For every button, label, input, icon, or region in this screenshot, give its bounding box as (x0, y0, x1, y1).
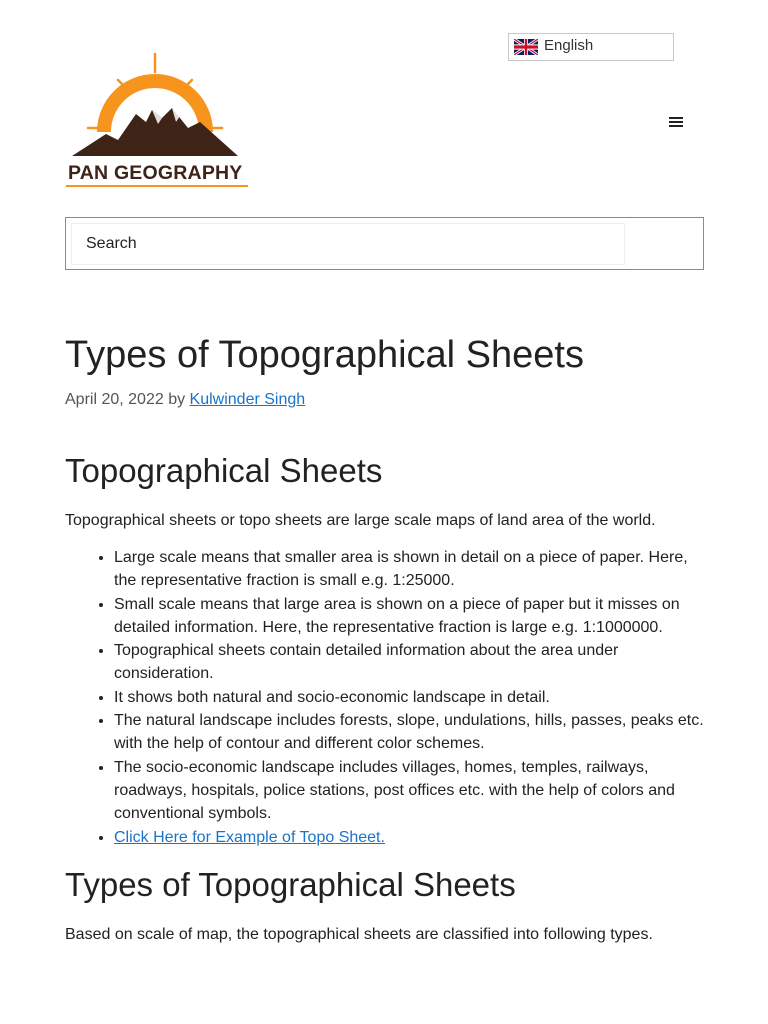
list-item: • Small scale means that large area is shown on a piece of paper but it misses on detailed information. Here, the representative fraction is large e.g. 1:1000000. (114, 593, 705, 640)
post-meta (65, 389, 705, 411)
sun-mountain-logo-icon (66, 52, 250, 162)
bullet-list (65, 546, 705, 849)
topo-sheet-example-link[interactable]: Click Here for Example of Topo Sheet. (114, 828, 385, 846)
search-form (65, 217, 704, 270)
article (65, 330, 705, 947)
search-input[interactable] (71, 223, 625, 265)
list-item: • The socio-economic landscape includes villages, homes, temples, railways, roadways, hospitals, police stations, post offices etc. with the help of colors and conventional symbols. (114, 756, 705, 826)
section-intro: Topographical sheets or topo sheets are large scale maps of land area of the world. (65, 512, 656, 529)
post-by: by (168, 391, 186, 408)
section-heading-types: Types of Topographical Sheets (65, 865, 516, 903)
list-item: • Large scale means that smaller area is shown in detail on a piece of paper. Here, the representative fraction is small e.g. 1:25000. (114, 546, 705, 593)
list-item: • It shows both natural and socio-economic landscape in detail. (114, 686, 705, 709)
page-title: Types of Topographical Sheets (65, 334, 584, 376)
hamburger-menu-icon[interactable] (668, 115, 686, 131)
section-heading-topographical-sheets: Topographical Sheets (65, 452, 383, 489)
site-logo[interactable] (66, 52, 250, 190)
section-intro: Based on scale of map, the topographical sheets are classified into following types. (65, 925, 653, 943)
uk-flag-icon (514, 39, 538, 55)
logo-text: PAN GEOGRAPHY (68, 162, 243, 184)
logo-underline (66, 185, 248, 187)
language-label: English (544, 36, 594, 54)
author-link[interactable]: Kulwinder Singh (189, 391, 306, 408)
list-item: • The natural landscape includes forests, slope, undulations, hills, passes, peaks etc. with the help of contour and different color schemes. (114, 709, 705, 756)
list-item-link (114, 826, 705, 849)
language-selector[interactable] (508, 33, 674, 61)
post-date: April 20, 2022 (65, 391, 164, 408)
list-item: • Topographical sheets contain detailed information about the area under consideration. (114, 639, 705, 686)
